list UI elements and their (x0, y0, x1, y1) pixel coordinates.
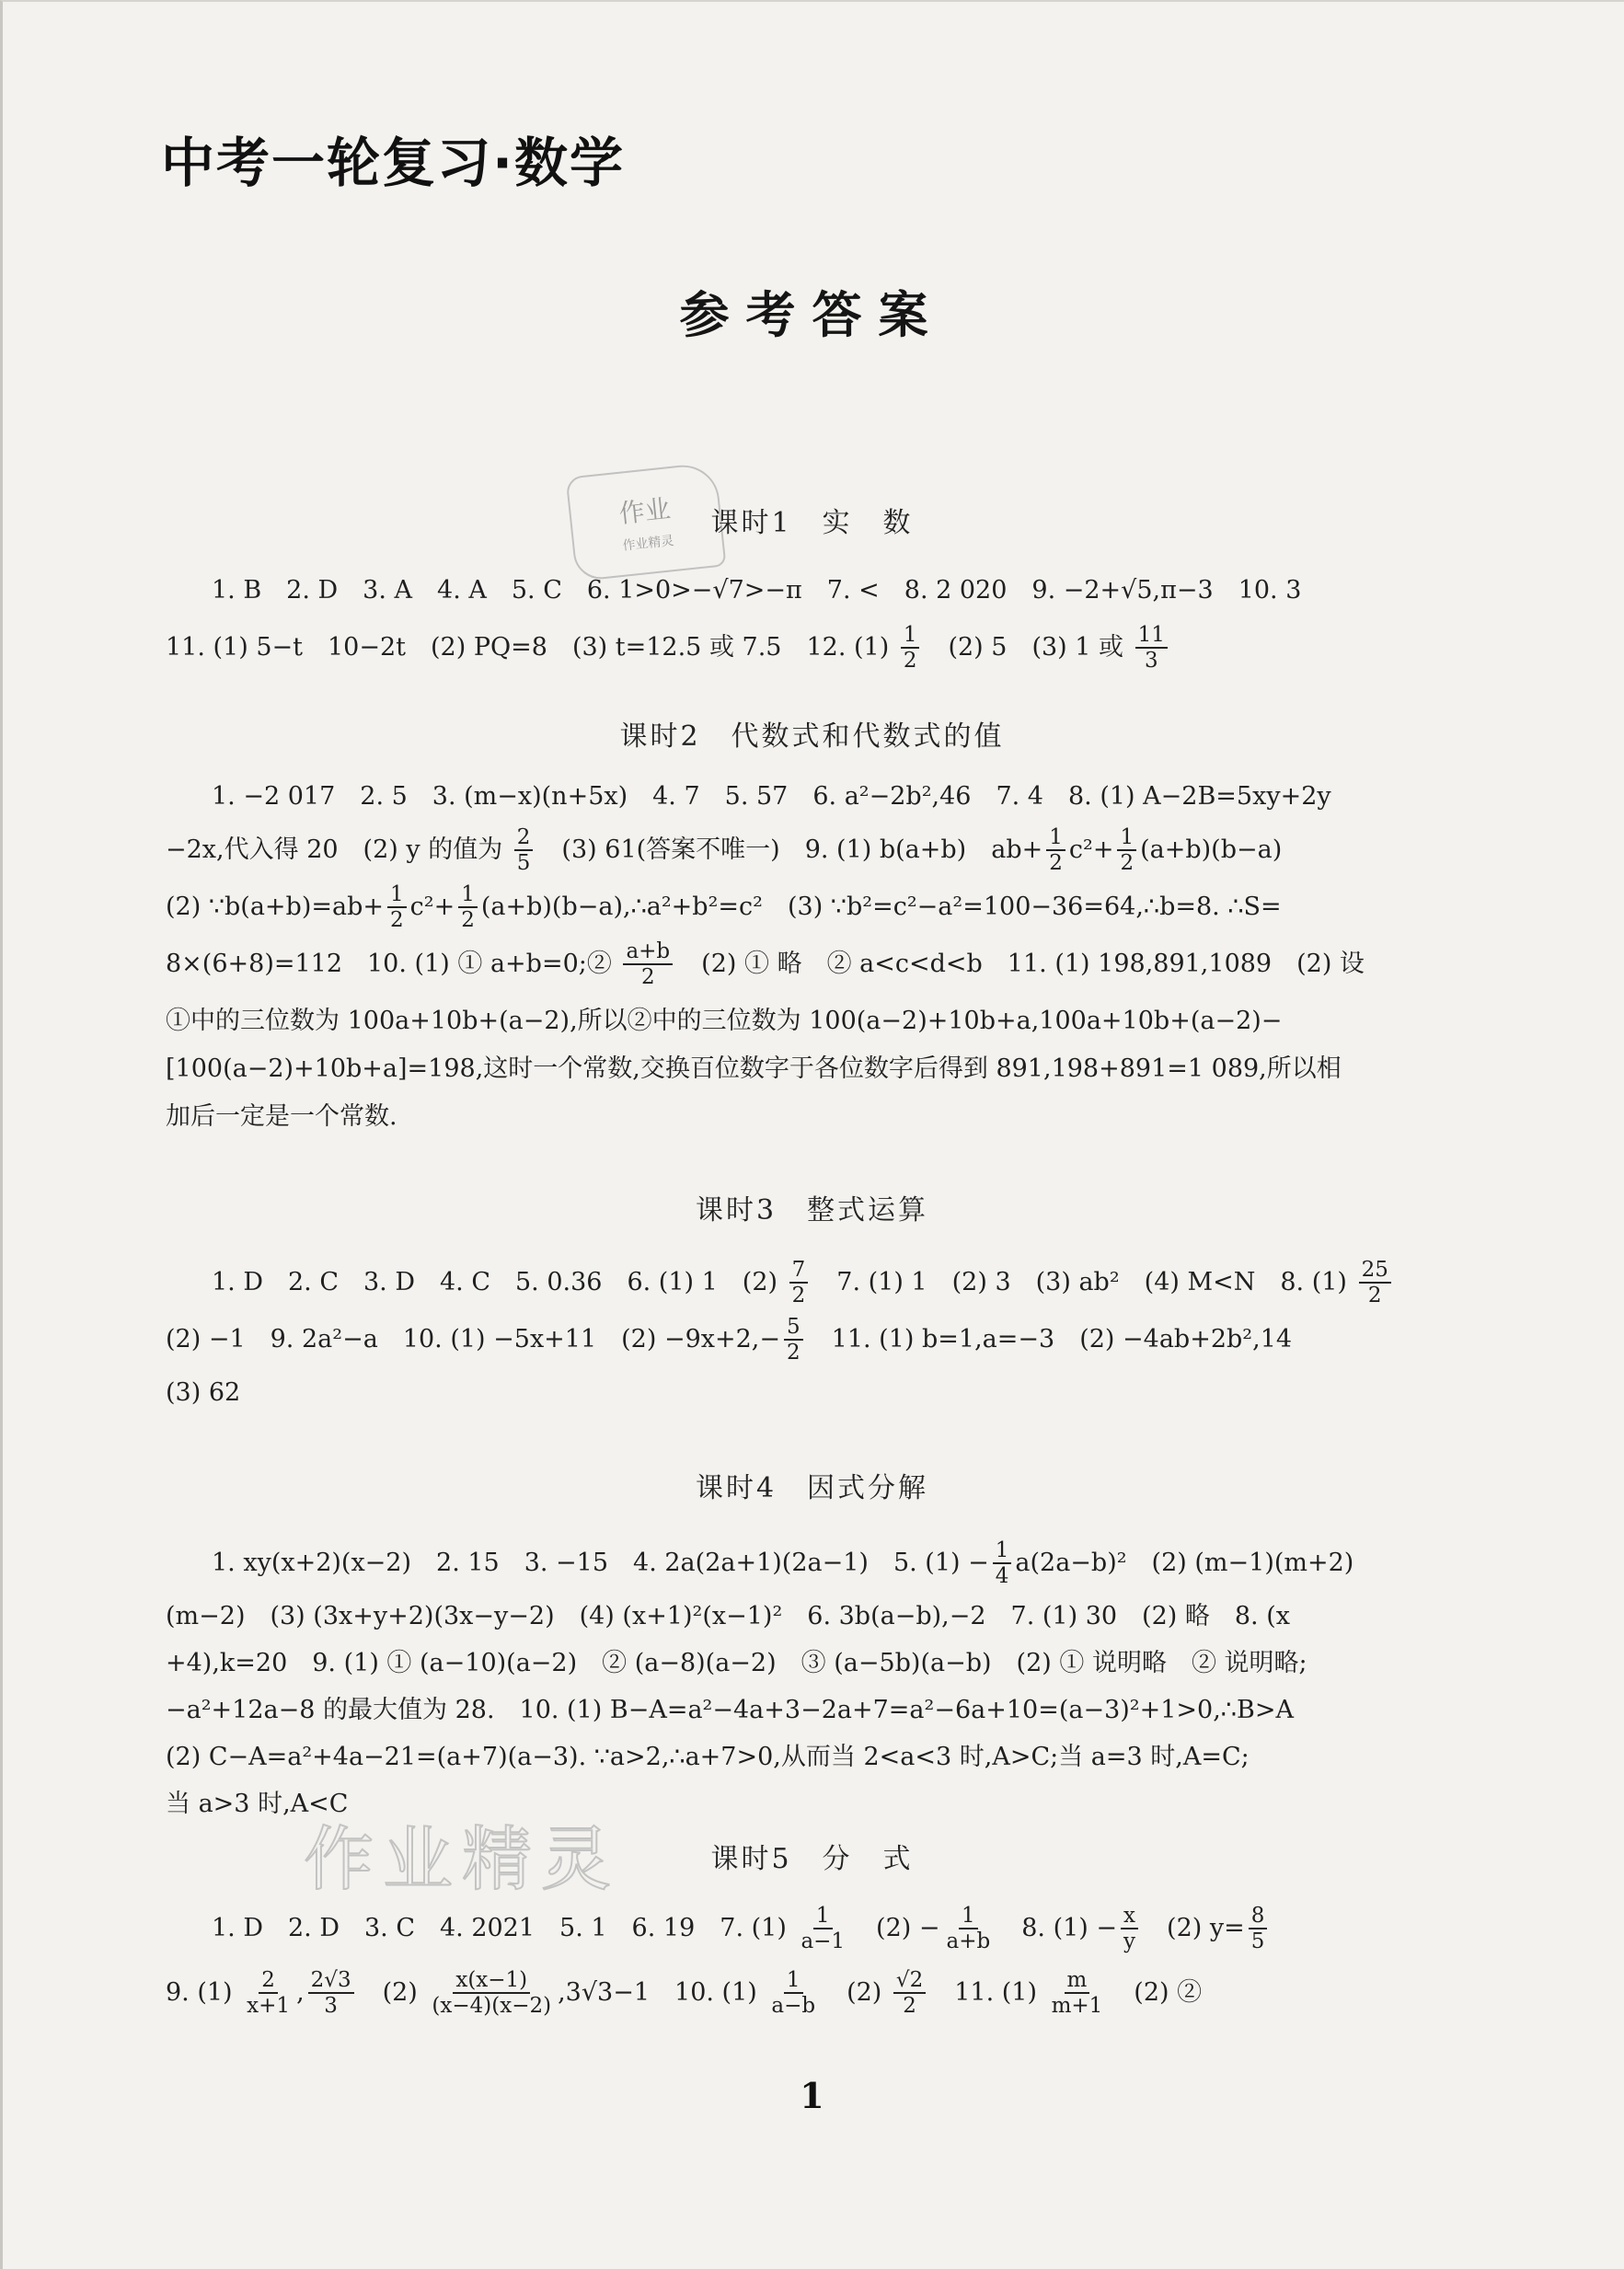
fraction (429, 1968, 554, 2018)
fraction-numerator: 1 (993, 1538, 1012, 1564)
fraction (893, 1968, 926, 2018)
answer-text: 1. xy(x+2)(x−2) 2. 15 3. −15 4. 2a(2a+1)(2a−1) 5. (1) − (212, 1549, 989, 1577)
fraction-denominator: a+b (946, 1929, 991, 1953)
answer-text: 当 a>3 时,A<C (166, 1790, 349, 1818)
answer-line (212, 1903, 1271, 1954)
fraction-denominator: y (1123, 1929, 1136, 1953)
fraction-denominator: a−b (771, 1994, 816, 2018)
fraction-denominator: 2 (390, 908, 404, 932)
fraction (387, 882, 407, 932)
fraction-numerator: 1 (901, 623, 920, 649)
fraction (1121, 1904, 1138, 1953)
section-title-5: 课时5 分 式 (710, 1843, 914, 1875)
answer-line (166, 1314, 1292, 1365)
fraction-denominator: 3 (1144, 649, 1158, 673)
fraction-numerator: 8 (1249, 1904, 1268, 1929)
section-title-1: 课时1 实 数 (710, 507, 914, 539)
fraction-denominator: 2 (903, 1994, 916, 2018)
fraction-numerator: 2√3 (308, 1968, 354, 1994)
fraction (308, 1968, 354, 2018)
answer-line (166, 824, 1282, 876)
fraction (1249, 1904, 1268, 1953)
fraction (1359, 1258, 1391, 1307)
answer-line (166, 1043, 1342, 1095)
fraction-numerator: 25 (1359, 1258, 1391, 1284)
fraction (1049, 1968, 1106, 2018)
section-title-4: 课时4 因式分解 (695, 1472, 929, 1504)
answer-text: (2) −1 9. 2a²−a 10. (1) −5x+11 (2) −9x+2,− (166, 1325, 781, 1353)
answer-line (166, 1732, 1250, 1783)
answer-line (212, 565, 1301, 616)
fraction (1046, 825, 1065, 875)
answer-line (166, 1967, 1202, 2019)
fraction-denominator: 2 (787, 1341, 800, 1365)
fraction (514, 825, 534, 875)
answer-text: 1. −2 017 2. 5 3. (m−x)(n+5x) 4. 7 5. 57 6. a²−2b²,46 7. 4 8. (1) A−2B=5xy+2y (212, 782, 1331, 811)
fraction (1135, 623, 1168, 673)
fraction-numerator: 1 (1046, 825, 1065, 851)
fraction-numerator: m (1065, 1968, 1090, 1994)
answer-line (166, 996, 1282, 1047)
answer-text: ,3√3−1 10. (1) (558, 1978, 766, 2007)
fraction (798, 1904, 847, 1953)
fraction-denominator: 2 (640, 965, 655, 989)
fraction (789, 1258, 809, 1307)
answer-text: 1. D 2. C 3. D 4. C 5. 0.36 6. (1) 1 (2) (212, 1268, 786, 1296)
fraction-numerator: a+b (623, 939, 673, 965)
answer-text: (2) y= (1142, 1914, 1245, 1942)
fraction (993, 1538, 1012, 1588)
fraction-denominator: (x−4)(x−2) (432, 1994, 552, 2018)
answer-text: −2x,代入得 20 (2) y 的值为 (166, 835, 511, 864)
fraction-numerator: x(x−1) (453, 1968, 530, 1994)
fraction-denominator: 2 (791, 1284, 806, 1307)
fraction-numerator: 1 (784, 1968, 803, 1994)
fraction-numerator: 1 (458, 882, 478, 908)
fraction (1117, 825, 1136, 875)
fraction-denominator: 2 (903, 649, 917, 673)
book-header: 中考一轮复习·数学 (161, 132, 626, 194)
answer-line (166, 1091, 397, 1143)
answer-text: (m−2) (3) (3x+y+2)(3x−y−2) (4) (x+1)²(x−1)² 6. 3b(a−b),−2 7. (1) 30 (2) 略 8. (x (166, 1602, 1290, 1630)
answer-line (166, 1367, 240, 1419)
answer-line (212, 1257, 1395, 1308)
answer-text: ①中的三位数为 100a+10b+(a−2),所以②中的三位数为 100(a−2)+10b+a,100a+10b+(a−2)− (166, 1007, 1283, 1035)
fraction-denominator: 5 (1250, 1929, 1265, 1953)
fraction (768, 1968, 818, 2018)
answer-line (166, 881, 1282, 933)
answer-line (166, 1685, 1294, 1736)
answer-text: [100(a−2)+10b+a]=198,这时一个常数,交换百位数字于各位数字后得到 891,198+891=1 089,所以相 (166, 1054, 1342, 1083)
fraction-numerator: 2 (514, 825, 534, 851)
answer-line (166, 939, 1365, 990)
answer-text: (2) (822, 1978, 890, 2007)
answer-text: (3) 62 (166, 1378, 241, 1407)
answer-text: a(2a−b)² (2) (m−1)(m+2) (1015, 1549, 1354, 1577)
answer-text: −a²+12a−8 的最大值为 28. 10. (1) B−A=a²−4a+3−2a+7=a²−6a+10=(a−3)²+1>0,∴B>A (166, 1696, 1294, 1724)
fraction (623, 939, 673, 989)
answer-text: (2) C−A=a²+4a−21=(a+7)(a−3). ∵a>2,∴a+7>0,从而当 2<a<3 时,A>C;当 a=3 时,A=C; (166, 1743, 1250, 1771)
watermark: 作业精灵 (304, 1818, 620, 1900)
fraction-numerator: 1 (959, 1904, 978, 1929)
stamp-text: 作业 (617, 493, 673, 529)
fraction (901, 623, 920, 673)
fraction-denominator: 2 (1120, 851, 1134, 875)
answer-text: (2) ② (1109, 1978, 1203, 2007)
answer-text: (2) ① 略 ② a<c<d<b 11. (1) 198,891,1089 (2) 设 (676, 950, 1365, 978)
fraction-denominator: 2 (1049, 851, 1063, 875)
fraction-numerator: 7 (789, 1258, 809, 1284)
answer-text: (2) − (851, 1914, 940, 1942)
fraction-denominator: 3 (324, 1994, 338, 2018)
fraction (944, 1904, 994, 1953)
fraction-numerator: √2 (893, 1968, 926, 1994)
answer-text: 11. (1) 5−t 10−2t (2) PQ=8 (3) t=12.5 或 7.5 12. (1) (166, 633, 897, 662)
answer-text: (2) ∵b(a+b)=ab+ (166, 893, 384, 921)
answer-line (212, 1538, 1353, 1589)
answer-text: 8. (1) − (996, 1914, 1118, 1942)
stamp-subtext: 作业精灵 (621, 533, 675, 554)
answer-text: c²+ (409, 893, 455, 921)
answer-text: 加后一定是一个常数. (166, 1102, 397, 1131)
answer-text: (2) 5 (3) 1 或 (923, 633, 1132, 662)
answer-line (212, 771, 1331, 823)
fraction-denominator: 2 (461, 908, 475, 932)
fraction-denominator: x+1 (247, 1994, 291, 2018)
answer-text: (a+b)(b−a),∴a²+b²=c² (3) ∵b²=c²−a²=100−36=64,∴b=8. ∴S= (480, 893, 1282, 921)
answer-text: (a+b)(b−a) (1140, 835, 1283, 864)
answer-text: 11. (1) (929, 1978, 1045, 2007)
fraction-numerator: x (1121, 1904, 1138, 1929)
fraction-denominator: 4 (995, 1564, 1009, 1588)
fraction-denominator: 5 (516, 851, 531, 875)
answer-text: , (296, 1978, 305, 2007)
answer-text: 8×(6+8)=112 10. (1) ① a+b=0;② (166, 950, 620, 978)
fraction-numerator: 2 (259, 1968, 278, 1994)
answer-text: (2) (357, 1978, 426, 2007)
answer-line (166, 1638, 1307, 1689)
fraction-numerator: 1 (387, 882, 407, 908)
fraction-numerator: 5 (784, 1315, 803, 1341)
answer-text: 7. (1) 1 (2) 3 (3) ab² (4) M<N 8. (1) (812, 1268, 1355, 1296)
fraction-numerator: 1 (813, 1904, 833, 1929)
answer-text: +4),k=20 9. (1) ① (a−10)(a−2) ② (a−8)(a−2) ③ (a−5b)(a−b) (2) ① 说明略 ② 说明略; (166, 1649, 1307, 1677)
fraction-denominator: 2 (1367, 1284, 1382, 1307)
fraction-denominator: a−1 (800, 1929, 846, 1953)
fraction-denominator: m+1 (1051, 1994, 1103, 2018)
answer-text: 1. B 2. D 3. A 4. A 5. C 6. 1>0>−√7>−π 7. < 8. 2 020 9. −2+√5,π−3 10. 3 (212, 576, 1302, 605)
page-title: 参考答案 (679, 286, 945, 344)
answer-text: 11. (1) b=1,a=−3 (2) −4ab+2b²,14 (806, 1325, 1293, 1353)
answer-text: 9. (1) (166, 1978, 241, 2007)
answer-line (166, 1591, 1290, 1642)
fraction (458, 882, 478, 932)
answer-text: c²+ (1068, 835, 1114, 864)
fraction-numerator: 11 (1135, 623, 1168, 649)
page-number: 1 (800, 2075, 824, 2116)
section-title-2: 课时2 代数式和代数式的值 (619, 720, 1005, 753)
fraction (784, 1315, 803, 1365)
answer-line (166, 622, 1171, 674)
fraction-numerator: 1 (1117, 825, 1136, 851)
fraction (244, 1968, 293, 2018)
section-title-3: 课时3 整式运算 (695, 1194, 929, 1227)
answer-text: 1. D 2. D 3. C 4. 2021 5. 1 6. 19 7. (1) (212, 1914, 795, 1942)
answer-text: (3) 61(答案不唯一) 9. (1) b(a+b) ab+ (536, 835, 1043, 864)
